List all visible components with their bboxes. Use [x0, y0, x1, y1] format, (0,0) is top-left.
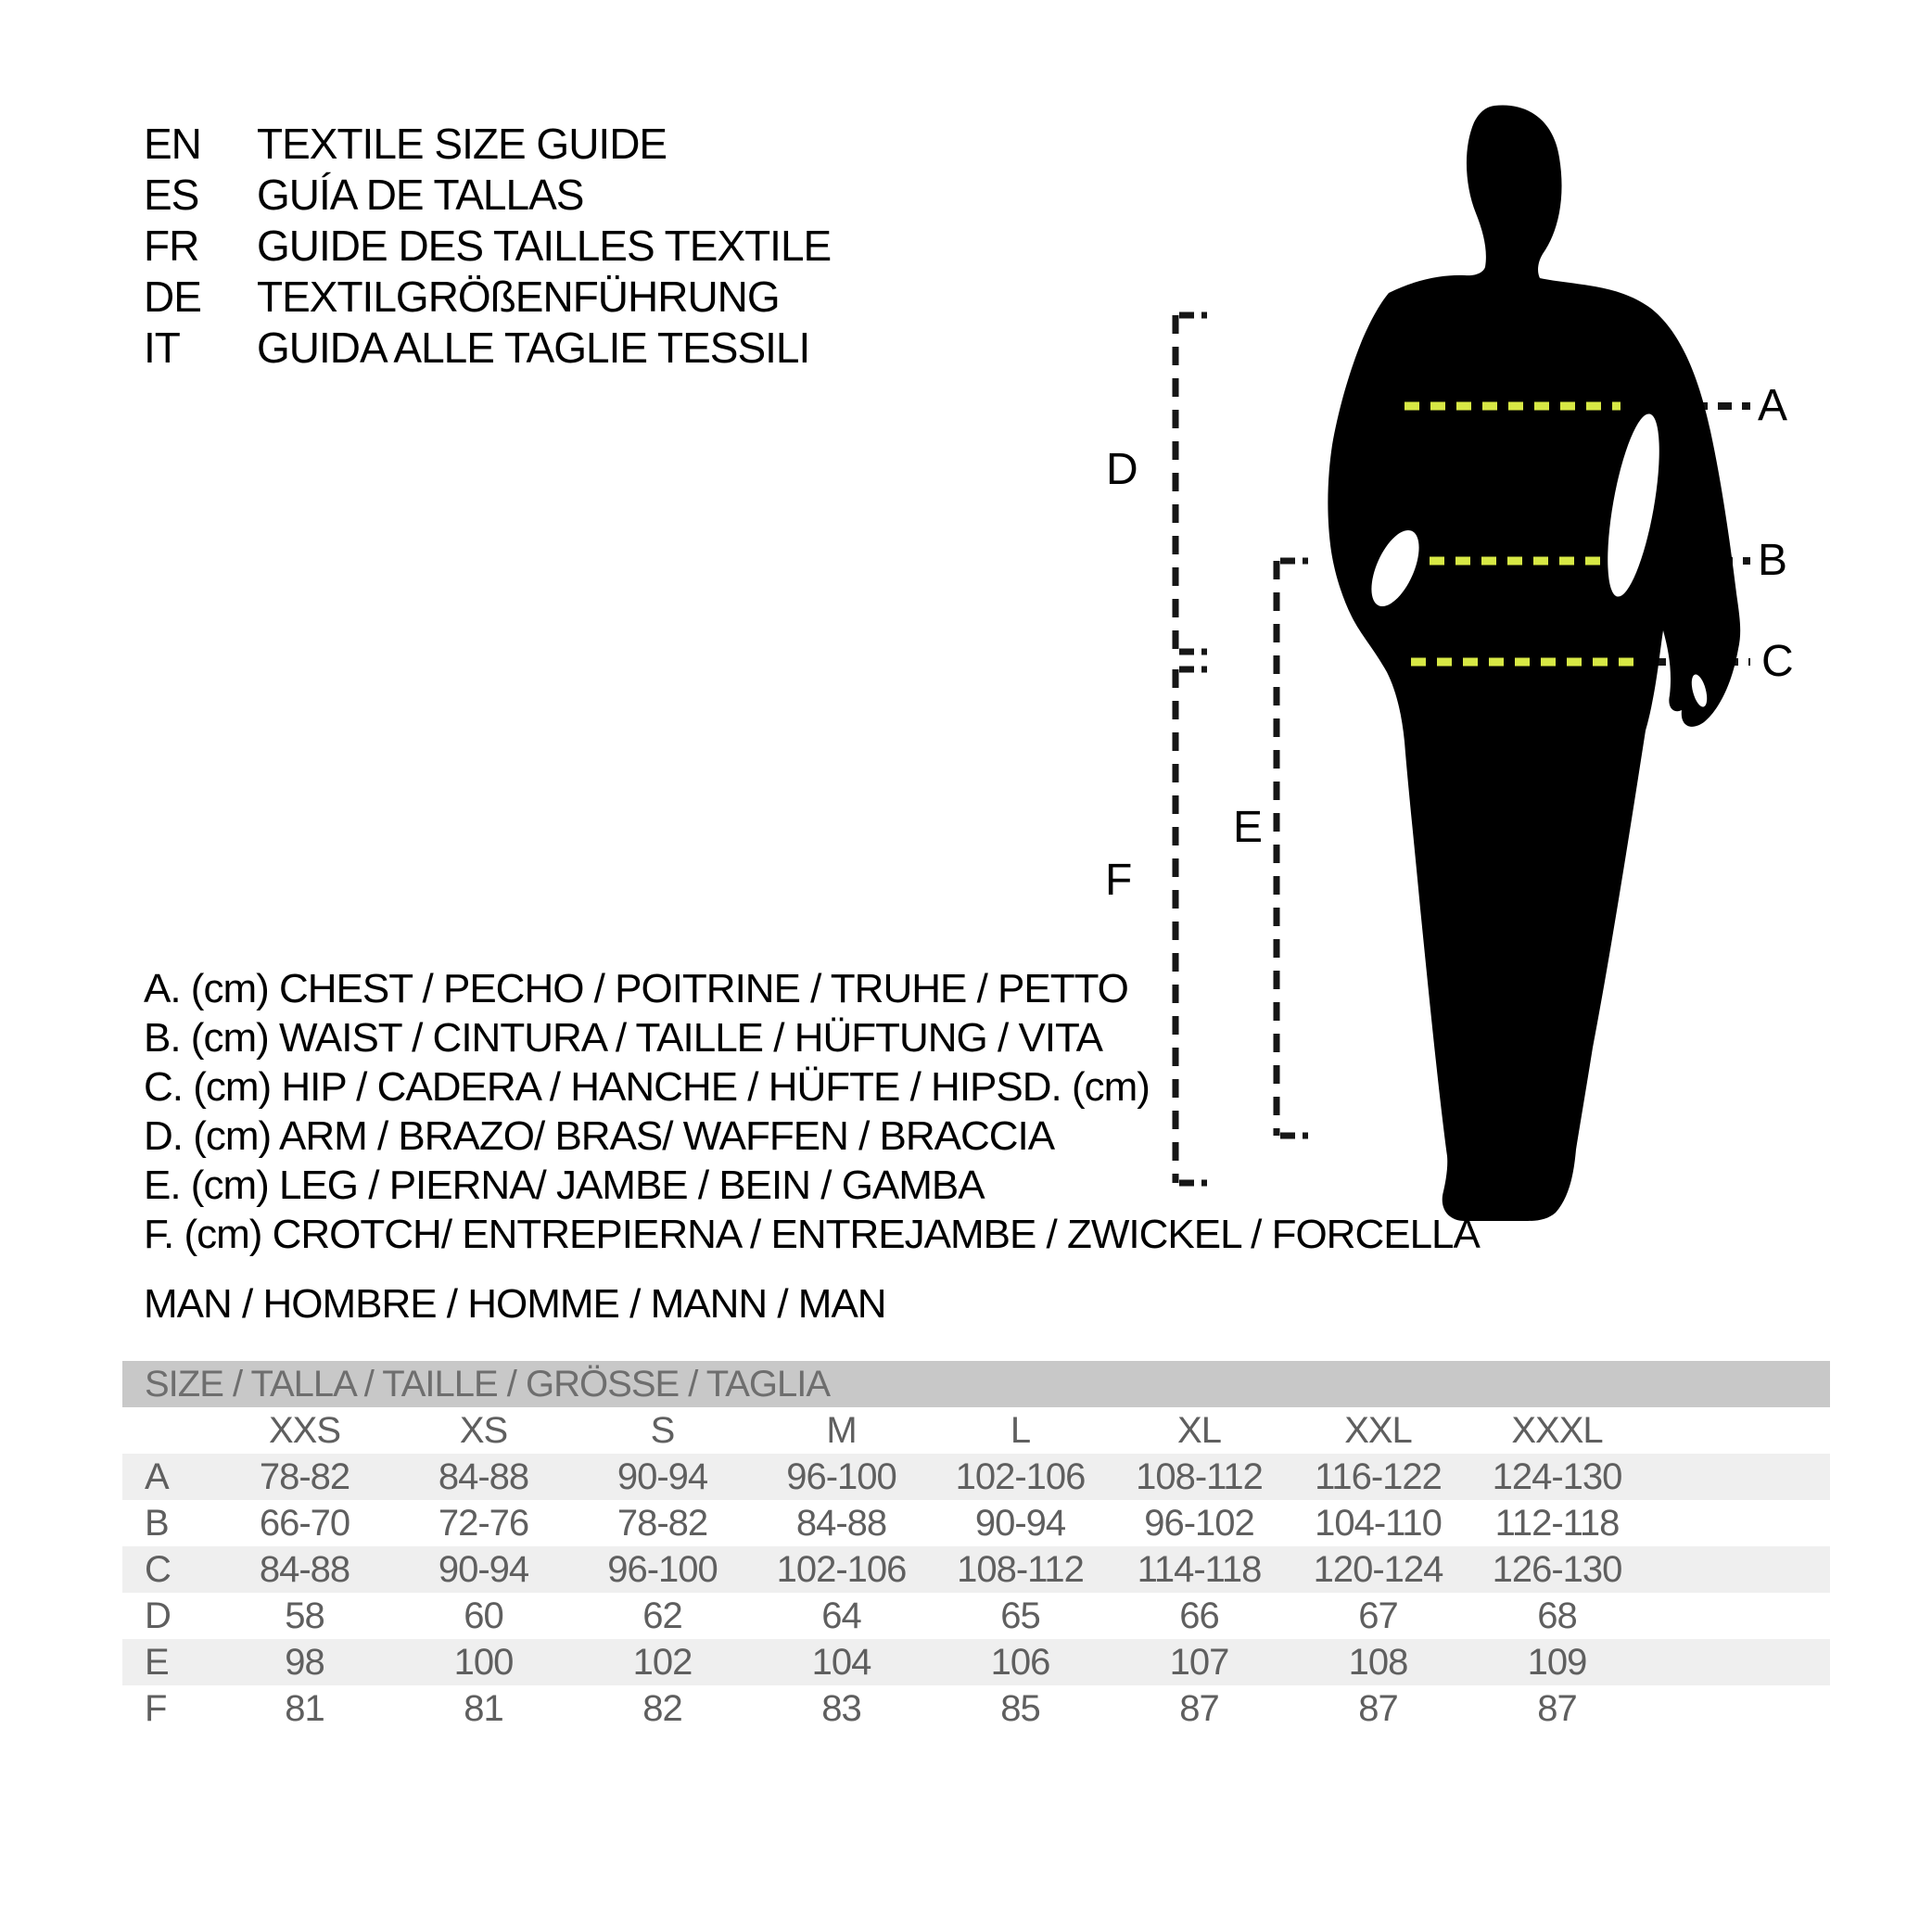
- legend-line-chest: A. (cm) CHEST / PECHO / POITRINE / TRUHE / PETTO: [144, 966, 1128, 1011]
- language-title: GUIDA ALLE TAGLIE TESSILI: [257, 324, 810, 372]
- language-title: TEXTILE SIZE GUIDE: [257, 120, 667, 168]
- cell-value: 104: [811, 1642, 871, 1683]
- cell-value: 67: [1358, 1595, 1398, 1636]
- label-leg-e: E: [1233, 803, 1263, 852]
- cell-value: 82: [642, 1688, 682, 1729]
- size-col-xxl: XXL: [1344, 1410, 1412, 1451]
- cell-value: 114-118: [1137, 1549, 1262, 1590]
- table-row-e: [122, 1639, 1830, 1685]
- row-label: C: [145, 1549, 171, 1590]
- cell-value: 98: [285, 1642, 324, 1683]
- label-crotch-f: F: [1105, 856, 1132, 905]
- filler: [1646, 1500, 1830, 1546]
- legend-line-crotch: F. (cm) CROTCH/ ENTREPIERNA / ENTREJAMBE / ZWICKEL / FORCELLA: [144, 1212, 1480, 1257]
- language-code: IT: [144, 324, 180, 372]
- filler: [1646, 1546, 1830, 1593]
- size-col-xs: XS: [459, 1410, 508, 1451]
- cell-value: 90-94: [616, 1456, 708, 1497]
- filler: [1646, 1407, 1830, 1454]
- cell-value: 62: [642, 1595, 682, 1636]
- label-hip-c: C: [1761, 637, 1793, 686]
- cell-value: 87: [1358, 1688, 1398, 1729]
- language-code: EN: [144, 120, 201, 168]
- cell-value: 96-100: [607, 1549, 718, 1590]
- cell-value: 84-88: [438, 1456, 529, 1497]
- cell-value: 96-100: [786, 1456, 896, 1497]
- size-table-header: SIZE / TALLA / TAILLE / GRÖSSE / TAGLIA: [122, 1361, 1830, 1407]
- label-chest-a: A: [1758, 381, 1787, 430]
- measurement-legend: [144, 964, 1480, 1259]
- size-header-row: [122, 1407, 1830, 1454]
- cell-value: 83: [821, 1688, 861, 1729]
- cell-value: 102-106: [776, 1549, 907, 1590]
- cell-value: 72-76: [438, 1503, 529, 1544]
- cell-value: 66-70: [259, 1503, 350, 1544]
- cell-value: 87: [1537, 1688, 1577, 1729]
- legend-line-waist: B. (cm) WAIST / CINTURA / TAILLE / HÜFTUNG / VITA: [144, 1015, 1102, 1061]
- row-label: E: [145, 1642, 169, 1683]
- cell-value: 96-102: [1144, 1503, 1254, 1544]
- cell-value: 66: [1179, 1595, 1219, 1636]
- language-code: ES: [144, 171, 199, 219]
- size-col-xxxl: XXXL: [1511, 1410, 1603, 1451]
- table-row-d: [122, 1593, 1830, 1639]
- language-title: TEXTILGRÖßENFÜHRUNG: [257, 273, 780, 321]
- row-label: F: [145, 1688, 167, 1729]
- size-col-xxs: XXS: [268, 1410, 341, 1451]
- cell-value: 84-88: [259, 1549, 350, 1590]
- cell-value: 78-82: [259, 1456, 350, 1497]
- cell-value: 108-112: [957, 1549, 1084, 1590]
- cell-value: 100: [453, 1642, 514, 1683]
- table-row-b: [122, 1500, 1830, 1546]
- legend-line-arm: D. (cm) ARM / BRAZO/ BRAS/ WAFFEN / BRACCIA: [144, 1113, 1055, 1159]
- gender-heading: MAN / HOMBRE / HOMME / MANN / MAN: [144, 1281, 886, 1327]
- size-header-spacer: [122, 1407, 215, 1454]
- cell-value: 64: [821, 1595, 861, 1636]
- cell-value: 81: [285, 1688, 324, 1729]
- size-col-xl: XL: [1177, 1410, 1221, 1451]
- cell-value: 108-112: [1136, 1456, 1263, 1497]
- label-arm-d: D: [1106, 445, 1138, 494]
- row-label: B: [145, 1503, 169, 1544]
- language-code: FR: [144, 222, 199, 270]
- table-row-c: [122, 1546, 1830, 1593]
- label-waist-b: B: [1758, 536, 1787, 585]
- cell-value: 126-130: [1492, 1549, 1622, 1590]
- table-row-a: [122, 1454, 1830, 1500]
- cell-value: 60: [464, 1595, 503, 1636]
- cell-value: 58: [285, 1595, 324, 1636]
- language-code: DE: [144, 273, 201, 321]
- size-col-l: L: [1010, 1410, 1031, 1451]
- cell-value: 120-124: [1313, 1549, 1443, 1590]
- filler: [1646, 1639, 1830, 1685]
- size-col-m: M: [826, 1410, 857, 1451]
- arm-line-d: [1176, 315, 1207, 652]
- cell-value: 90-94: [438, 1549, 529, 1590]
- row-label: D: [145, 1595, 171, 1636]
- cell-value: 78-82: [616, 1503, 708, 1544]
- cell-value: 81: [464, 1688, 503, 1729]
- cell-value: 107: [1169, 1642, 1229, 1683]
- language-title: GUÍA DE TALLAS: [257, 171, 584, 219]
- size-col-s: S: [650, 1410, 675, 1451]
- cell-value: 68: [1537, 1595, 1577, 1636]
- legend-line-leg: E. (cm) LEG / PIERNA/ JAMBE / BEIN / GAMBA: [144, 1163, 985, 1208]
- cell-value: 87: [1179, 1688, 1219, 1729]
- cell-value: 106: [990, 1642, 1050, 1683]
- table-row-f: [122, 1685, 1830, 1732]
- cell-value: 102: [632, 1642, 693, 1683]
- cell-value: 112-118: [1494, 1503, 1620, 1544]
- size-table: [122, 1361, 1830, 1732]
- cell-value: 109: [1527, 1642, 1587, 1683]
- cell-value: 90-94: [974, 1503, 1066, 1544]
- filler: [1646, 1685, 1830, 1732]
- cell-value: 102-106: [955, 1456, 1086, 1497]
- cell-value: 124-130: [1492, 1456, 1622, 1497]
- cell-value: 65: [1000, 1595, 1040, 1636]
- legend-line-hip: C. (cm) HIP / CADERA / HANCHE / HÜFTE / HIPSD. (cm): [144, 1064, 1150, 1110]
- cell-value: 108: [1348, 1642, 1408, 1683]
- cell-value: 104-110: [1315, 1503, 1442, 1544]
- cell-value: 85: [1000, 1688, 1040, 1729]
- filler: [1646, 1593, 1830, 1639]
- filler: [1646, 1454, 1830, 1500]
- cell-value: 116-122: [1315, 1456, 1442, 1497]
- row-label: A: [145, 1456, 169, 1497]
- cell-value: 84-88: [795, 1503, 887, 1544]
- language-title: GUIDE DES TAILLES TEXTILE: [257, 222, 832, 270]
